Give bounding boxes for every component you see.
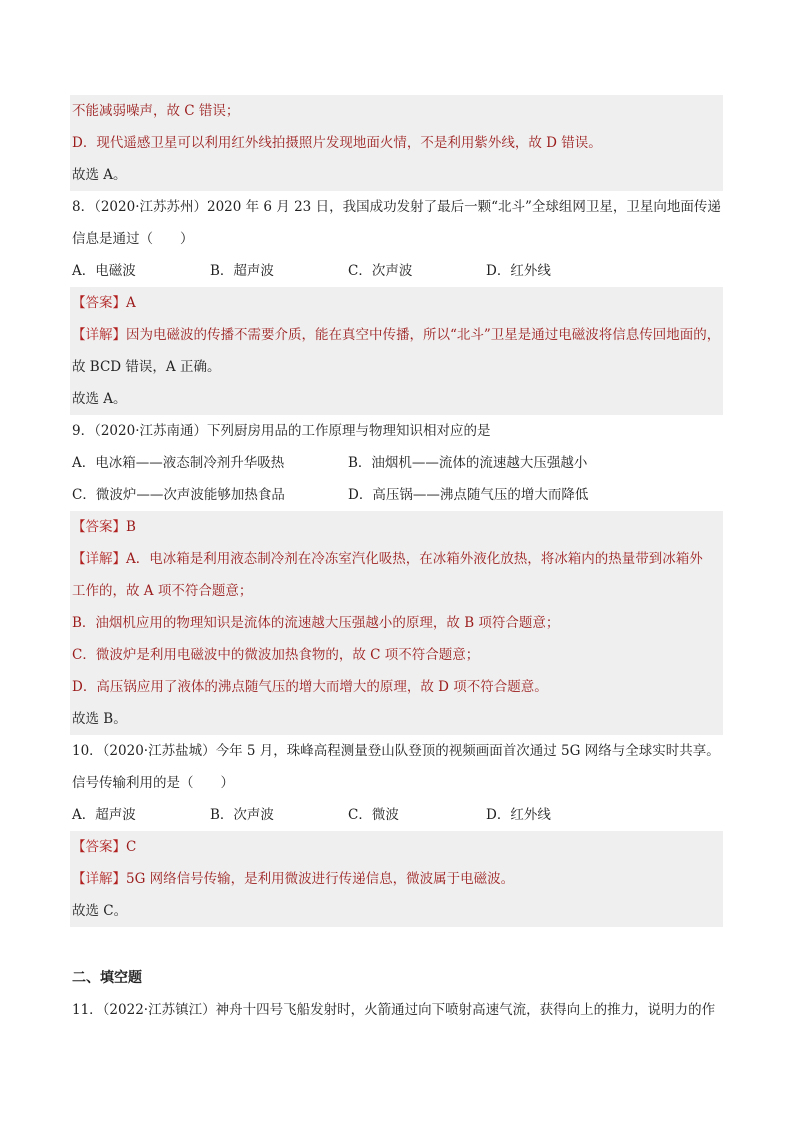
q8-detail-text: 因为电磁波的传播不需要介质，能在真空中传播，所以“北斗”卫星是通过电磁波将信息传回地面的， bbox=[126, 327, 721, 343]
q10-answer-value: C bbox=[126, 839, 137, 855]
q11-stem-line-1: 11．（2022·江苏镇江）神舟十四号飞船发射时，火箭通过向下喷射高速气流，获得向上的推力，说明力的作 bbox=[72, 1002, 716, 1018]
q8-answer-tag: 【答案】 bbox=[72, 295, 126, 311]
q10-detail-line-1 bbox=[70, 863, 723, 895]
q10-option-d: D．红外线 bbox=[486, 807, 551, 823]
q8-stem-line-2: 信息是通过（ ） bbox=[72, 231, 194, 247]
q9-answer-tag: 【答案】 bbox=[72, 519, 126, 535]
q8-options bbox=[70, 255, 723, 287]
q9-detail-line-5: D．高压锅应用了液体的沸点随气压的增大而增大的原理，故 D 项不符合题意。 bbox=[70, 671, 723, 703]
q9-stem: 9．（2020·江苏南通）下列厨房用品的工作原理与物理知识相对应的是 bbox=[72, 423, 491, 439]
q8-option-d: D．红外线 bbox=[486, 263, 551, 279]
section-title: 二、填空题 bbox=[72, 970, 142, 986]
q9-option-b: B．油烟机——流体的流速越大压强越小 bbox=[348, 455, 588, 471]
q10-option-c: C．微波 bbox=[348, 807, 399, 823]
q8-detail-line-2: 故 BCD 错误，A 正确。 bbox=[70, 351, 723, 383]
q8-conclusion: 故选 A。 bbox=[70, 383, 723, 415]
q8-option-c: C．次声波 bbox=[348, 263, 413, 279]
q8-answer-value: A bbox=[126, 295, 136, 311]
q9-detail-line-2: 工作的，故 A 项不符合题意； bbox=[70, 575, 723, 607]
prev-conclusion: 故选 A。 bbox=[70, 159, 723, 191]
prev-explanation-line-2: D．现代遥感卫星可以利用红外线拍摄照片发现地面火情，不是利用紫外线，故 D 错误。 bbox=[70, 127, 723, 159]
q9-options-row-1 bbox=[70, 447, 723, 479]
q9-detail-line-1 bbox=[70, 543, 723, 575]
q10-option-b: B．次声波 bbox=[210, 807, 274, 823]
q10-detail-text: 5G 网络信号传输，是利用微波进行传递信息，微波属于电磁波。 bbox=[126, 871, 515, 887]
q8-answer bbox=[70, 287, 723, 319]
q9-answer bbox=[70, 511, 723, 543]
q8-detail-tag: 【详解】 bbox=[72, 327, 126, 343]
q9-conclusion: 故选 B。 bbox=[70, 703, 723, 735]
q9-option-d: D．高压锅——沸点随气压的增大而降低 bbox=[348, 487, 589, 503]
q8-detail-line-1 bbox=[70, 319, 723, 351]
q8-stem-line-1: 8．（2020·江苏苏州）2020 年 6 月 23 日，我国成功发射了最后一颗“北斗”全球组网卫星，卫星向地面传递 bbox=[72, 199, 721, 215]
q9-detail-text: A．电冰箱是利用液态制冷剂在冷冻室汽化吸热，在冰箱外液化放热，将冰箱内的热量带到冰箱外 bbox=[126, 551, 703, 567]
q10-options bbox=[70, 799, 723, 831]
document-page bbox=[70, 95, 723, 1026]
q10-stem-line-2: 信号传输利用的是（ ） bbox=[72, 775, 234, 791]
q9-detail-line-3: B．油烟机应用的物理知识是流体的流速越大压强越小的原理，故 B 项符合题意； bbox=[70, 607, 723, 639]
prev-explanation-line-1: 不能减弱噪声，故 C 错误； bbox=[70, 95, 723, 127]
q9-answer-value: B bbox=[126, 519, 136, 535]
q8-option-b: B．超声波 bbox=[210, 263, 274, 279]
q9-option-a: A．电冰箱——液态制冷剂升华吸热 bbox=[72, 455, 285, 471]
q9-detail-tag: 【详解】 bbox=[72, 551, 126, 567]
q10-conclusion: 故选 C。 bbox=[70, 895, 723, 927]
q9-options-row-2 bbox=[70, 479, 723, 511]
q10-answer bbox=[70, 831, 723, 863]
q8-option-a: A．电磁波 bbox=[72, 263, 136, 279]
q10-detail-tag: 【详解】 bbox=[72, 871, 126, 887]
q9-detail-line-4: C．微波炉是利用电磁波中的微波加热食物的，故 C 项不符合题意； bbox=[70, 639, 723, 671]
q10-option-a: A．超声波 bbox=[72, 807, 136, 823]
q9-option-c: C．微波炉——次声波能够加热食品 bbox=[72, 487, 285, 503]
q10-stem-line-1: 10．（2020·江苏盐城）今年 5 月，珠峰高程测量登山队登顶的视频画面首次通过 5G 网络与全球实时共享。 bbox=[72, 743, 720, 759]
section-gap bbox=[70, 927, 723, 962]
q10-answer-tag: 【答案】 bbox=[72, 839, 126, 855]
